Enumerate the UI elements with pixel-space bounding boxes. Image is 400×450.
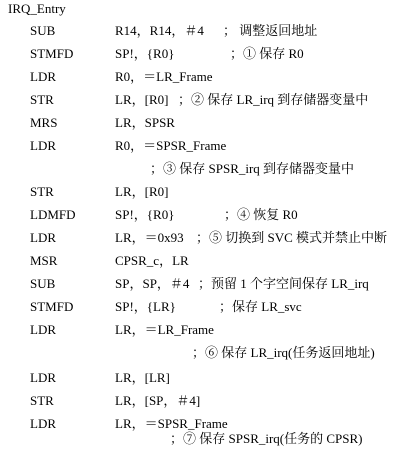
instruction-mnemonic: STR: [30, 92, 54, 107]
instruction-operands: LR，[R0]: [115, 92, 169, 107]
instruction-comment: ；⑤ 切换到 SVC 模式并禁止中断: [196, 230, 388, 245]
instruction-operands: LR，＝LR_Frame: [115, 322, 214, 337]
code-line-4: [0, 91, 400, 111]
code-line-8: [0, 206, 400, 226]
instruction-comment: ；② 保存 LR_irq 到存储器变量中: [178, 92, 369, 107]
continued-comment: ；⑥ 保存 LR_irq(任务返回地址): [192, 345, 375, 360]
code-line-13: [0, 321, 400, 341]
instruction-operands: SP，SP，＃4: [115, 276, 190, 291]
instruction-operands: R0，＝SPSR_Frame: [115, 138, 227, 153]
instruction-comment: ；保存 LR_svc: [219, 299, 302, 314]
instruction-mnemonic: LDR: [30, 322, 56, 337]
instruction-mnemonic: LDR: [30, 69, 56, 84]
code-line-3: [0, 68, 400, 88]
instruction-comment: ； 调整返回地址: [223, 23, 318, 38]
instruction-operands: R0，＝LR_Frame: [115, 69, 213, 84]
instruction-mnemonic: STR: [30, 184, 54, 199]
code-line-7: [0, 183, 400, 203]
continued-comment: ；③ 保存 SPSR_irq 到存储器变量中: [150, 161, 355, 176]
code-line-1: [0, 22, 400, 42]
instruction-mnemonic: LDR: [30, 138, 56, 153]
label-line: [0, 0, 400, 20]
instruction-operands: LR，＝0x93: [115, 230, 184, 245]
instruction-comment: ；预留 1 个字空间保存 LR_irq: [198, 276, 369, 291]
code-line-11: [0, 275, 400, 295]
instruction-mnemonic: SUB: [30, 276, 56, 291]
instruction-mnemonic: LDR: [30, 370, 56, 385]
comment-line-6: [0, 344, 400, 364]
instruction-operands: LR，[R0]: [115, 184, 169, 199]
instruction-operands: SP!，{R0}: [115, 207, 175, 222]
instruction-operands: R14，R14，＃4: [115, 23, 204, 38]
instruction-operands: LR，＝SPSR_Frame: [115, 416, 228, 431]
instruction-operands: SP!，{LR}: [115, 299, 176, 314]
code-line-9: [0, 229, 400, 249]
code-line-12: [0, 298, 400, 318]
comment-line-7: [0, 430, 400, 450]
instruction-operands: CPSR_c，LR: [115, 253, 189, 268]
code-line-10: [0, 252, 400, 272]
code-line-15: [0, 392, 400, 412]
instruction-mnemonic: STR: [30, 393, 54, 408]
instruction-mnemonic: LDR: [30, 416, 56, 431]
instruction-operands: LR，[SP，＃4]: [115, 393, 201, 408]
irq-entry-label: IRQ_Entry: [8, 1, 66, 16]
instruction-mnemonic: SUB: [30, 23, 56, 38]
instruction-comment: ；④ 恢复 R0: [224, 207, 298, 222]
instruction-mnemonic: MSR: [30, 253, 58, 268]
code-line-2: [0, 45, 400, 65]
continued-comment: ；⑦ 保存 SPSR_irq(任务的 CPSR): [170, 431, 363, 446]
code-line-6: [0, 137, 400, 157]
code-line-14: [0, 369, 400, 389]
code-line-5: [0, 114, 400, 134]
comment-line-3: [0, 160, 400, 180]
instruction-operands: LR，SPSR: [115, 115, 175, 130]
instruction-mnemonic: STMFD: [30, 299, 74, 314]
instruction-comment: ；① 保存 R0: [230, 46, 304, 61]
instruction-mnemonic: LDMFD: [30, 207, 76, 222]
instruction-mnemonic: LDR: [30, 230, 56, 245]
instruction-mnemonic: MRS: [30, 115, 58, 130]
instruction-operands: LR，[LR]: [115, 370, 170, 385]
instruction-mnemonic: STMFD: [30, 46, 74, 61]
instruction-operands: SP!，{R0}: [115, 46, 175, 61]
